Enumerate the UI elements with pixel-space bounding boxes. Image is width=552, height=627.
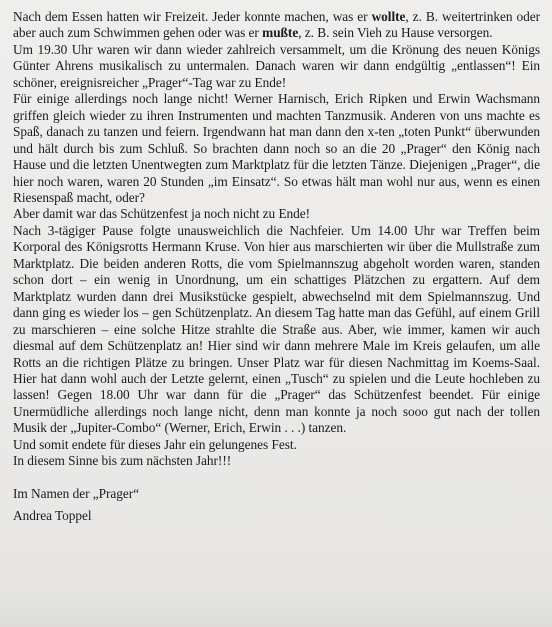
paragraph-1	[13, 9, 540, 42]
text-run: , z. B. sein Vieh zu Hause versorgen.	[298, 25, 493, 41]
text-run: Aber damit war das Schützenfest ja noch nicht zu Ende!	[13, 206, 311, 222]
paragraph-5	[13, 223, 540, 437]
article-body	[13, 9, 540, 470]
text-run: Nach 3-tägiger Pause folgte unausweichlich die Nachfeier. Um 14.00 Uhr war Treffen beim Korporal des Königsrotts Hermann Kruse. Von hier aus marschierten wir über die Mullstraße zum Marktplatz. Die beiden anderen Rotts, die vom Spielmannszug abgeholt worden waren, standen schon dort – ein wenig in Unordnung, um ein schattiges Plätzchen zu ergattern. Auf dem Marktplatz wurden dann drei Musikstücke gespielt, abwechselnd mit dem Spielmannszug. Und dann ging es wieder los – gen Schützenplatz. An diesem Tag hatte man das Gefühl, auf einem Grill zu marschieren – eine solche Hitze strahlte die Straße aus. Aber, wie immer, kamen wir auch diesmal auf dem Schützenplatz an! Hier sind wir dann mehrere Male im Kreis gelaufen, um alle Rotts an die richtigen Plätze zu bringen. Unser Platz war für diesen Nachmittag im Koems-Saal. Hier hat dann wohl auch der Letzte gelernt, einen „Tusch“ zu spielen und die Leute hochleben zu lassen! Gegen 18.00 Uhr war dann für die „Prager“ das Schützenfest beendet. Für einige Unermüdliche allerdings noch lange nicht, denn man konnte ja noch sooo gut nach der tollen Musik der „Jupiter-Combo“ (Werner, Erich, Erwin . . .) tanzen.	[13, 222, 540, 436]
text-run: Für einige allerdings noch lange nicht! Werner Harnisch, Erich Ripken und Erwin Wachsmann griffen gleich wieder zu ihren Instrumenten und machten Tanzmusik. Anderen von uns machte es Spaß, danach zu tanzen und feiern. Irgendwann hat man dann den x-ten „toten Punkt“ überwunden und hält durch bis zum Schluß. So brachten dann noch so an die 20 „Prager“ den König nach Hause und die letzten Unentwegten zum Marktplatz für die letzten Tänze. Diejenigen „Prager“, die hier noch waren, waren 20 Stunden „im Einsatz“. So etwas hält man wohl nur aus, wenn es einen Riesenspaß macht, oder?	[13, 91, 540, 205]
text-run: Um 19.30 Uhr waren wir dann wieder zahlreich versammelt, um die Krönung des neuen Königs Günter Ahrens musikalisch zu untermalen. Danach waren wir dann endgültig „entlassen“! Ein schöner, ereignisreicher „Prager“-Tag war zu Ende!	[13, 41, 540, 90]
paragraph-4	[13, 206, 540, 222]
bold-word: wollte	[371, 9, 406, 24]
paragraph-2	[13, 42, 540, 91]
bold-word: mußte	[262, 25, 299, 41]
paragraph-6	[13, 437, 540, 453]
paragraph-3	[13, 91, 540, 206]
text-run: , z. B. weitertrinken oder aber auch zum Schwimmen gehen oder was er	[13, 9, 540, 41]
closing-line: Im Namen der „Prager“	[13, 486, 140, 502]
signature-name: Andrea Toppel	[13, 507, 92, 523]
paragraph-gap	[13, 470, 540, 486]
page-shadow	[0, 587, 552, 627]
text-run: Nach dem Essen hatten wir Freizeit. Jeder konnte machen, was er	[13, 9, 372, 24]
paragraph-7	[13, 453, 540, 469]
text-run: Und somit endete für dieses Jahr ein gelungenes Fest.	[13, 436, 297, 452]
text-run: In diesem Sinne bis zum nächsten Jahr!!!	[13, 453, 232, 469]
